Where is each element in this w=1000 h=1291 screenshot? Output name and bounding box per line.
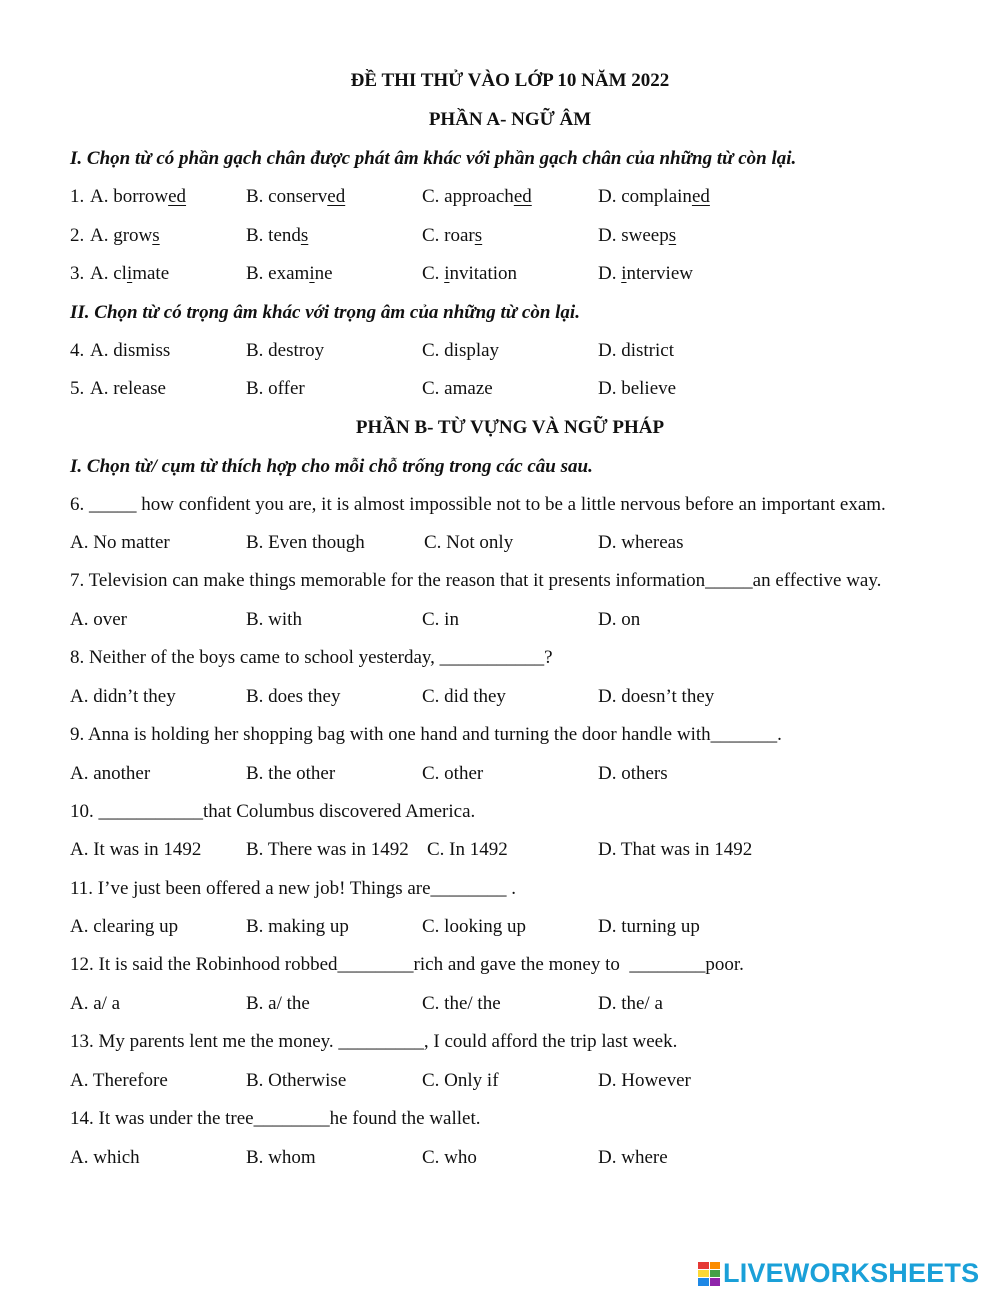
option-c[interactable]: C. approached xyxy=(422,186,532,207)
question-12-stem: 12. It is said the Robinhood robbed________rich and gave the money to ________poor. xyxy=(70,954,744,975)
option-c[interactable]: C. invitation xyxy=(422,263,518,284)
logo-tile xyxy=(710,1278,721,1285)
part-b-heading: PHẦN B- TỪ VỰNG VÀ NGỮ PHÁP xyxy=(355,417,665,438)
option-d[interactable]: D. That was in 1492 xyxy=(598,839,753,860)
option-b[interactable]: B. Even though xyxy=(246,532,365,553)
option-b[interactable]: B. the other xyxy=(246,763,336,784)
option-d[interactable]: D. on xyxy=(598,609,641,630)
option-b[interactable]: B. destroy xyxy=(246,340,325,361)
logo-tile xyxy=(698,1278,709,1285)
question-number: 1. xyxy=(70,186,85,207)
option-a[interactable]: A. clearing up xyxy=(70,916,179,937)
logo-mark-icon xyxy=(698,1262,720,1286)
option-b[interactable]: B. with xyxy=(246,609,302,630)
option-a[interactable]: A. grows xyxy=(90,225,160,246)
logo-text: LIVEWORKSHEETS xyxy=(723,1258,980,1288)
option-a[interactable]: A. climate xyxy=(90,263,170,284)
logo-tile xyxy=(698,1270,709,1277)
part-b-section-1-instruction: I. Chọn từ/ cụm từ thích hợp cho mỗi chỗ trống trong các câu sau. xyxy=(70,456,593,477)
option-c[interactable]: C. display xyxy=(422,340,500,361)
question-10-stem: 10. ___________that Columbus discovered America. xyxy=(70,801,476,822)
option-b[interactable]: B. offer xyxy=(246,378,305,399)
option-c[interactable]: C. did they xyxy=(422,686,506,707)
question-8-stem: 8. Neither of the boys came to school yesterday, ___________? xyxy=(70,647,553,668)
option-b[interactable]: B. Otherwise xyxy=(246,1070,347,1091)
option-b[interactable]: B. tends xyxy=(246,225,309,246)
option-b[interactable]: B. conserved xyxy=(246,186,346,207)
option-c[interactable]: C. Not only xyxy=(424,532,514,553)
option-b[interactable]: B. examine xyxy=(246,263,333,284)
option-d[interactable]: D. sweeps xyxy=(598,225,677,246)
question-number: 4. xyxy=(70,340,85,361)
option-c[interactable]: C. in xyxy=(422,609,459,630)
question-number: 5. xyxy=(70,378,85,399)
option-d[interactable]: D. turning up xyxy=(598,916,700,937)
option-c[interactable]: C. other xyxy=(422,763,484,784)
option-a[interactable]: A. Therefore xyxy=(70,1070,168,1091)
option-a[interactable]: A. borrowed xyxy=(90,186,187,207)
option-a[interactable]: A. didn’t they xyxy=(70,686,176,707)
option-b[interactable]: B. There was in 1492 xyxy=(246,839,409,860)
option-c[interactable]: C. looking up xyxy=(422,916,526,937)
option-c[interactable]: C. amaze xyxy=(422,378,493,399)
part-a-section-2-instruction: II. Chọn từ có trọng âm khác với trọng âm của những từ còn lại. xyxy=(70,302,580,323)
option-d[interactable]: D. doesn’t they xyxy=(598,686,715,707)
option-d[interactable]: D. believe xyxy=(598,378,677,399)
option-d[interactable]: D. others xyxy=(598,763,668,784)
option-a[interactable]: A. over xyxy=(70,609,127,630)
option-d[interactable]: D. complained xyxy=(598,186,710,207)
question-14-stem: 14. It was under the tree________he found the wallet. xyxy=(70,1108,481,1129)
question-9-stem: 9. Anna is holding her shopping bag with one hand and turning the door handle with_______. xyxy=(70,724,782,745)
option-a[interactable]: A. another xyxy=(70,763,151,784)
option-d[interactable]: D. However xyxy=(598,1070,691,1091)
liveworksheets-logo xyxy=(698,1258,979,1289)
question-7-stem: 7. Television can make things memorable for the reason that it presents information_____an effective way. xyxy=(70,570,882,591)
option-d[interactable]: D. the/ a xyxy=(598,993,663,1014)
option-b[interactable]: B. a/ the xyxy=(246,993,310,1014)
question-number: 3. xyxy=(70,263,85,284)
question-number: 2. xyxy=(70,225,85,246)
option-c[interactable]: C. roars xyxy=(422,225,483,246)
logo-tile xyxy=(710,1262,721,1269)
option-b[interactable]: B. does they xyxy=(246,686,341,707)
option-d[interactable]: D. district xyxy=(598,340,674,361)
option-d[interactable]: D. where xyxy=(598,1147,668,1168)
option-a[interactable]: A. No matter xyxy=(70,532,170,553)
option-b[interactable]: B. making up xyxy=(246,916,349,937)
option-a[interactable]: A. which xyxy=(70,1147,140,1168)
option-a[interactable]: A. dismiss xyxy=(90,340,171,361)
option-b[interactable]: B. whom xyxy=(246,1147,316,1168)
option-c[interactable]: C. Only if xyxy=(422,1070,499,1091)
part-a-heading: PHẦN A- NGỮ ÂM xyxy=(428,109,592,130)
option-c[interactable]: C. In 1492 xyxy=(427,839,508,860)
option-c[interactable]: C. who xyxy=(422,1147,477,1168)
exam-title: ĐỀ THI THỬ VÀO LỚP 10 NĂM 2022 xyxy=(350,70,670,91)
question-13-stem: 13. My parents lent me the money. _________, I could afford the trip last week. xyxy=(70,1031,678,1052)
option-a[interactable]: A. a/ a xyxy=(70,993,121,1014)
logo-tile xyxy=(710,1270,721,1277)
option-a[interactable]: A. release xyxy=(90,378,166,399)
option-c[interactable]: C. the/ the xyxy=(422,993,501,1014)
option-d[interactable]: D. whereas xyxy=(598,532,684,553)
question-6-stem: 6. _____ how confident you are, it is almost impossible not to be a little nervous before an important exam. xyxy=(70,494,886,515)
logo-tile xyxy=(698,1262,709,1269)
question-11-stem: 11. I’ve just been offered a new job! Things are________ . xyxy=(70,878,517,899)
option-a[interactable]: A. It was in 1492 xyxy=(70,839,202,860)
part-a-section-1-instruction: I. Chọn từ có phần gạch chân được phát âm khác với phần gạch chân của những từ còn lại. xyxy=(70,148,797,169)
option-d[interactable]: D. interview xyxy=(598,263,693,284)
